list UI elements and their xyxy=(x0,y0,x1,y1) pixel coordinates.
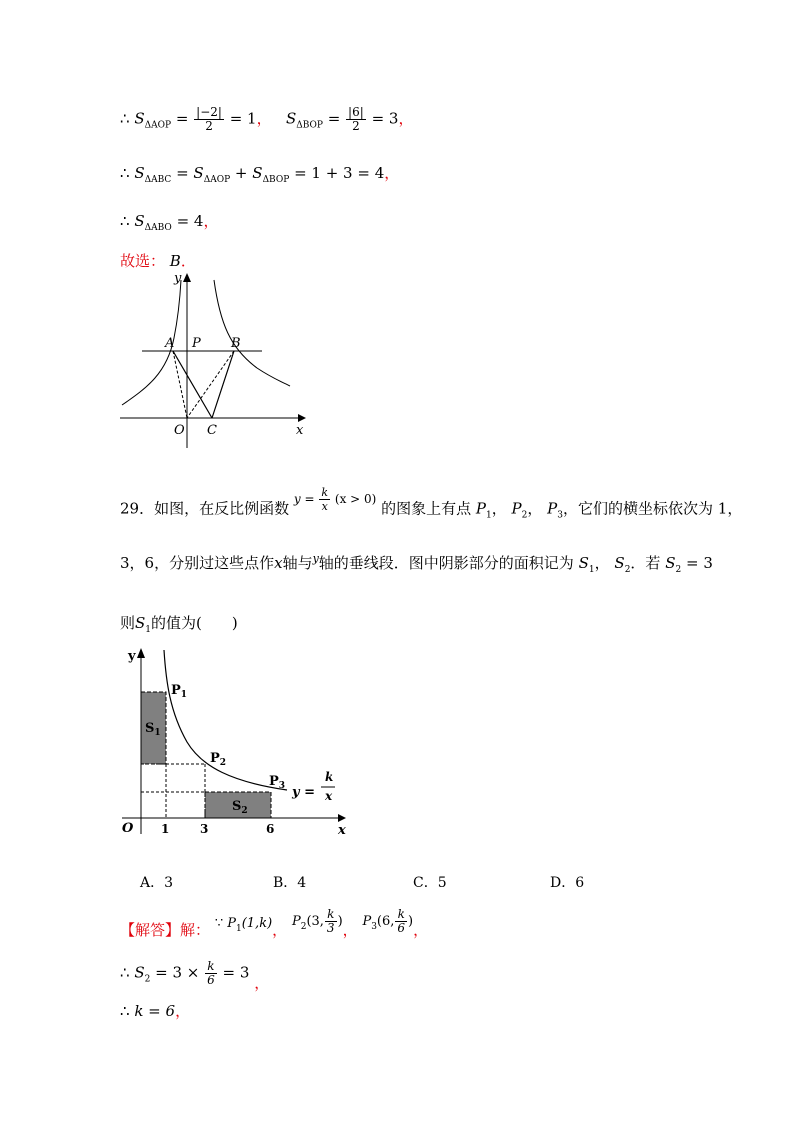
segment-ao xyxy=(173,351,187,418)
comma: ， xyxy=(398,109,414,128)
answer-value: B xyxy=(169,252,181,270)
fraction: $\frac{|6|}{2}$ xyxy=(348,105,364,133)
derivation-line-1: ∴ $S_{\Delta AOP}$ = $\frac{|-2|}{2}$ = 1， $S_{\Delta BOP}$ = $\frac{|6|}{2}$ = 3， xyxy=(120,105,414,133)
area-symbol: S xyxy=(134,109,145,128)
option-d[interactable]: D．6 xyxy=(550,875,585,891)
area-subscript: ΔBOP xyxy=(296,120,323,131)
label-o: O xyxy=(174,423,185,438)
segment-bc xyxy=(212,351,234,418)
answer-prefix: 故选： xyxy=(120,252,166,270)
label-x: x xyxy=(296,423,304,438)
comma: ， xyxy=(256,109,272,128)
comma: ， xyxy=(384,164,400,182)
solution-tag: 【解答】 xyxy=(120,921,181,939)
solution-points: ∵ $P_1(1,k)$ xyxy=(214,916,273,934)
therefore-symbol: ∴ xyxy=(120,164,130,182)
result: = 3 xyxy=(371,109,399,128)
label-a: A xyxy=(165,336,175,351)
option-c[interactable]: C．5 xyxy=(413,875,447,891)
figure-1-hyperbola xyxy=(112,268,312,453)
label-p: P xyxy=(192,336,201,351)
therefore-symbol: ∴ xyxy=(120,109,130,128)
label-p2: $P_2$ xyxy=(210,751,227,768)
answer-line: 故选： B． xyxy=(120,252,196,270)
x-axis-arrow xyxy=(338,814,346,822)
label-b: B xyxy=(231,336,241,351)
segment-bo xyxy=(187,351,234,418)
x-axis-arrow xyxy=(298,414,306,422)
segment-ac xyxy=(173,351,212,418)
comma: ， xyxy=(203,212,219,230)
result: = 1 xyxy=(229,109,257,128)
solution-line-3: ∴ k = 6， xyxy=(120,1002,191,1020)
label-s2: $S_2$ xyxy=(232,799,248,816)
tick-1: 1 xyxy=(161,822,170,836)
tick-6: 6 xyxy=(266,822,275,836)
question-29-line-2: 3，6，分别过这些点作x轴与$^y$轴的垂线段．图中阴影部分的面积记为 $S_1$， $S_2$．若 $S_2 = 3$ xyxy=(120,552,713,575)
label-p3: $P_3$ xyxy=(269,774,286,791)
fraction: $\frac{|-2|}{2}$ xyxy=(196,105,222,133)
curve-y-equals-k-over-x xyxy=(164,650,287,790)
curve-label-denominator: x xyxy=(325,789,333,803)
solution-line-1: 【解答】解： ∵ $P_1(1,k)$， $P_2(3$, $\frac{k}{3}$ )， $P_3(6$, $\frac{k}{6}$ )， xyxy=(120,907,429,939)
y-axis-arrow xyxy=(183,273,191,282)
area-subscript: ΔAOP xyxy=(144,120,172,131)
question-number: 29． xyxy=(120,499,155,518)
hyperbola-right-branch xyxy=(214,280,290,386)
question-29-line-1: 29．如图，在反比例函数 y = $\frac{k}{x}$ (x > 0) 的图象上有点 $P_1$， $P_2$， $P_3$，它们的横坐标依次为 1， xyxy=(120,486,743,521)
figure-2-inverse-proportion xyxy=(112,642,362,842)
option-a[interactable]: A．3 xyxy=(140,875,174,891)
tick-3: 3 xyxy=(200,822,209,836)
label-c: C xyxy=(207,423,217,438)
label-y: y xyxy=(174,271,182,286)
option-b[interactable]: B．4 xyxy=(273,875,307,891)
solution-line-2: ∴ $S_2 = 3$ × $\frac{k}{6}$ = 3 ， xyxy=(120,959,270,992)
label-s1: $S_1$ xyxy=(145,721,161,738)
label-x: x xyxy=(338,823,346,838)
label-y: y xyxy=(128,649,136,664)
curve-label-numerator: k xyxy=(325,770,334,784)
function-formula: y = $\frac{k}{x}$ (x > 0) xyxy=(293,486,377,513)
y-axis-arrow xyxy=(137,648,145,658)
derivation-line-3: ∴ $S_{\Delta ABO} = 4$， xyxy=(120,212,219,233)
label-p1: $P_1$ xyxy=(171,683,188,700)
derivation-line-2: ∴ $S_{\Delta ABC} = S_{\Delta AOP} + S_{\Delta BOP} = 1 + 3 = 4$， xyxy=(120,164,400,185)
answer-blank: ( ) xyxy=(196,614,238,632)
therefore-symbol: ∴ xyxy=(120,212,130,230)
question-29-line-3: 则$S_1$的值为( ) xyxy=(120,614,238,635)
curve-label: y = xyxy=(292,785,315,800)
label-o: O xyxy=(122,821,134,836)
area-symbol: S xyxy=(285,109,297,128)
